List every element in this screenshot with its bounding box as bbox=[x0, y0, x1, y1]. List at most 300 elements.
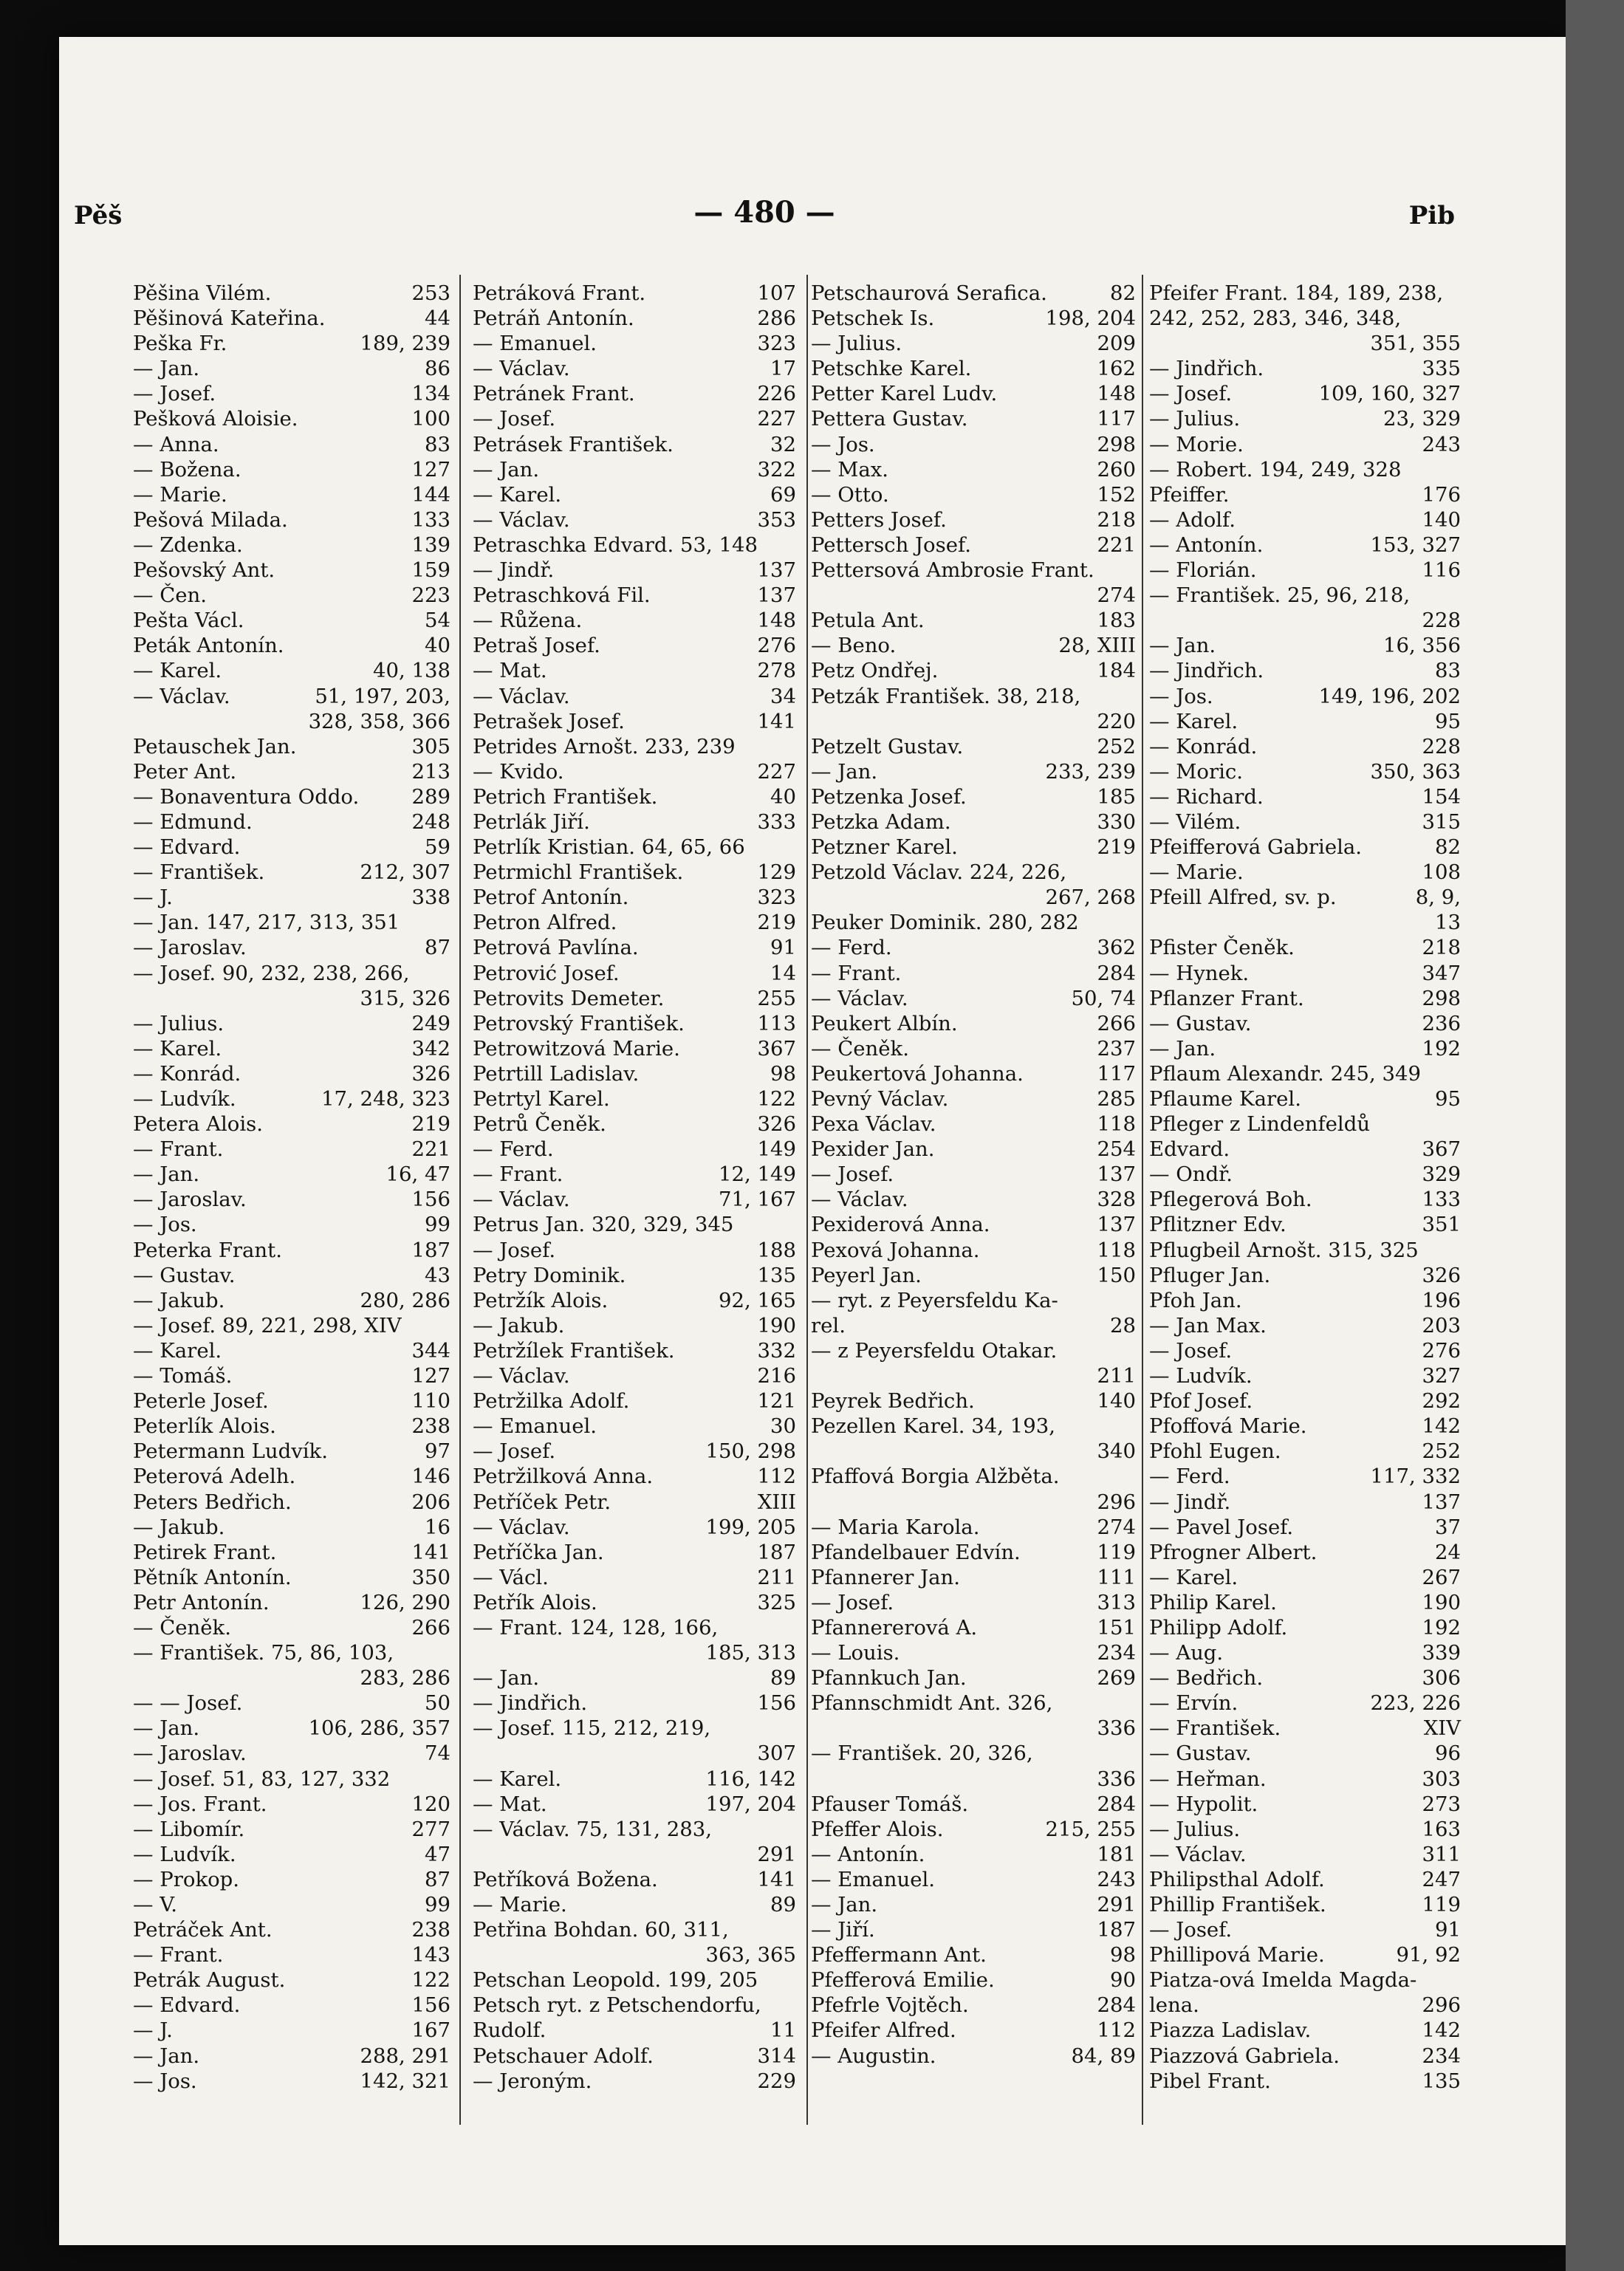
entry-pages: 285 bbox=[1097, 1087, 1136, 1111]
entry-name: — František. 75, 86, 103, bbox=[133, 1641, 394, 1665]
entry-pages: 112 bbox=[1097, 2018, 1136, 2043]
index-entry bbox=[1149, 1212, 1461, 1237]
entry-pages: 313 bbox=[1097, 1590, 1136, 1614]
entry-pages: 260 bbox=[1097, 457, 1136, 482]
entry-name: — František. bbox=[133, 860, 265, 885]
entry-pages: 92, 165 bbox=[719, 1288, 796, 1312]
entry-pages: 362 bbox=[1097, 936, 1136, 960]
entry-name: — z Peyersfeldu Otakar. bbox=[811, 1338, 1058, 1363]
entry-pages: 176 bbox=[1422, 482, 1461, 507]
index-entry bbox=[473, 1741, 796, 1766]
entry-name: 242, 252, 283, 346, 348, bbox=[1149, 306, 1402, 331]
entry-pages: 40 bbox=[770, 784, 796, 809]
index-entry bbox=[473, 1086, 796, 1111]
index-entry bbox=[473, 633, 796, 658]
index-entry bbox=[133, 1867, 450, 1892]
index-entry bbox=[133, 1036, 450, 1061]
entry-name: — Adolf. bbox=[1149, 507, 1236, 532]
entry-pages: 109, 160, 327 bbox=[1318, 382, 1461, 406]
entry-pages: 28, XIII bbox=[1058, 634, 1136, 658]
index-entry bbox=[473, 532, 796, 558]
entry-pages: 326 bbox=[1422, 1263, 1461, 1287]
index-entry bbox=[473, 1615, 796, 1640]
entry-pages: 307 bbox=[757, 1741, 796, 1766]
entry-name: — Jos. bbox=[133, 2069, 197, 2093]
entry-pages: 243 bbox=[1422, 432, 1461, 456]
entry-name: Petrovits Demeter. bbox=[473, 986, 665, 1010]
index-entry bbox=[133, 1741, 450, 1766]
entry-pages: 367 bbox=[757, 1036, 796, 1061]
entry-name: Petschek Is. bbox=[811, 306, 935, 331]
index-entry bbox=[1149, 860, 1461, 885]
entry-pages: 266 bbox=[411, 1615, 450, 1640]
entry-name: — Josef. 90, 232, 238, 266, bbox=[133, 961, 410, 985]
index-entry bbox=[133, 1338, 450, 1363]
index-entry bbox=[1149, 482, 1461, 507]
entry-name: — Jan. bbox=[1149, 634, 1216, 658]
entry-name: Edvard. bbox=[1149, 1137, 1230, 1162]
entry-pages: 152 bbox=[1097, 482, 1136, 507]
index-entry bbox=[133, 1767, 450, 1792]
entry-pages: 338 bbox=[411, 886, 450, 910]
index-entry bbox=[811, 1565, 1136, 1590]
entry-pages: 150, 298 bbox=[705, 1439, 796, 1464]
index-entry bbox=[1149, 1490, 1461, 1515]
index-entry bbox=[133, 1086, 450, 1111]
index-entry bbox=[1149, 1640, 1461, 1665]
index-entry bbox=[473, 608, 796, 633]
index-entry bbox=[1149, 1967, 1461, 1993]
entry-pages: 367 bbox=[1422, 1137, 1461, 1162]
index-entry bbox=[811, 1388, 1136, 1414]
entry-pages: 342 bbox=[411, 1036, 450, 1061]
entry-name: — Karel. bbox=[1149, 1565, 1238, 1589]
entry-name: — Josef. bbox=[133, 382, 216, 406]
entry-pages: 253 bbox=[411, 281, 450, 305]
entry-pages: 116 bbox=[1422, 558, 1461, 583]
entry-pages: 267, 268 bbox=[1045, 886, 1136, 910]
entry-pages: 143 bbox=[411, 1943, 450, 1967]
entry-pages: 112 bbox=[757, 1465, 796, 1489]
entry-pages: 298 bbox=[1422, 986, 1461, 1010]
entry-name: — Jaroslav. bbox=[133, 1188, 247, 1212]
index-entry bbox=[811, 482, 1136, 507]
index-entry bbox=[133, 1842, 450, 1867]
entry-pages: 185 bbox=[1097, 784, 1136, 809]
entry-pages: 226 bbox=[757, 382, 796, 406]
entry-name: Pfeifer Alfred. bbox=[811, 2018, 956, 2043]
entry-name: — Edvard. bbox=[133, 1993, 241, 2018]
entry-pages: 314 bbox=[757, 2044, 796, 2068]
entry-pages: 13 bbox=[1435, 911, 1461, 935]
entry-pages: 98 bbox=[770, 1061, 796, 1086]
entry-pages: 98 bbox=[1110, 1943, 1136, 1967]
entry-pages: 32 bbox=[770, 432, 796, 456]
entry-name: — Morie. bbox=[1149, 432, 1244, 456]
entry-name: Petrich František. bbox=[473, 784, 658, 809]
index-entry bbox=[473, 1187, 796, 1212]
index-entry bbox=[1149, 633, 1461, 658]
entry-pages: 116, 142 bbox=[705, 1767, 796, 1791]
index-entry bbox=[1149, 1917, 1461, 1942]
index-entry bbox=[1149, 1036, 1461, 1061]
entry-pages: 83 bbox=[425, 432, 450, 456]
entry-pages: 252 bbox=[1422, 1439, 1461, 1464]
entry-pages: 11 bbox=[770, 2018, 796, 2043]
entry-pages: 340 bbox=[1097, 1439, 1136, 1464]
entry-name: — Jan. bbox=[473, 1666, 540, 1691]
index-entry bbox=[1149, 784, 1461, 809]
index-entry bbox=[1149, 1187, 1461, 1212]
entry-name: Peuker Dominik. 280, 282 bbox=[811, 911, 1079, 935]
entry-name: Petraschková Fil. bbox=[473, 583, 651, 608]
entry-name: — Ferd. bbox=[1149, 1465, 1230, 1489]
index-entry bbox=[1149, 1388, 1461, 1414]
index-entry bbox=[811, 809, 1136, 835]
index-entry bbox=[811, 1363, 1136, 1388]
entry-name: Pfohl Eugen. bbox=[1149, 1439, 1281, 1464]
index-entry bbox=[811, 1540, 1136, 1565]
entry-name: — Jakub. bbox=[473, 1313, 565, 1337]
index-entry bbox=[473, 406, 796, 431]
index-entry bbox=[473, 1540, 796, 1565]
entry-pages: 197, 204 bbox=[705, 1792, 796, 1816]
index-entry bbox=[473, 1338, 796, 1363]
entry-pages: 95 bbox=[1435, 709, 1461, 733]
entry-pages: 323 bbox=[757, 886, 796, 910]
entry-pages: 236 bbox=[1422, 1011, 1461, 1035]
entry-name: Pešta Václ. bbox=[133, 609, 244, 633]
entry-pages: 187 bbox=[757, 1540, 796, 1564]
entry-name: Pfannererová A. bbox=[811, 1615, 978, 1640]
entry-pages: 95 bbox=[1435, 1087, 1461, 1111]
entry-pages: 87 bbox=[425, 1867, 450, 1891]
entry-name: Pěšinová Kateřina. bbox=[133, 306, 326, 331]
index-entry bbox=[133, 1238, 450, 1263]
index-entry bbox=[133, 1137, 450, 1162]
entry-name: Pfeifer Frant. 184, 189, 238, bbox=[1149, 281, 1444, 305]
entry-pages: 233, 239 bbox=[1045, 759, 1136, 784]
entry-pages: 162 bbox=[1097, 357, 1136, 381]
entry-name: — Konrád. bbox=[133, 1061, 241, 1086]
entry-name: Petr Antonín. bbox=[133, 1590, 270, 1614]
index-entry bbox=[133, 1942, 450, 1967]
index-entry bbox=[1149, 532, 1461, 558]
entry-pages: 189, 239 bbox=[360, 332, 450, 356]
entry-name: Pěšina Vilém. bbox=[133, 281, 272, 305]
entry-pages: 71, 167 bbox=[719, 1188, 796, 1212]
entry-pages: 315, 326 bbox=[360, 986, 450, 1010]
entry-name: Pfeill Alfred, sv. p. bbox=[1149, 886, 1337, 910]
entry-name: — Ludvík. bbox=[1149, 1364, 1253, 1388]
entry-pages: 99 bbox=[425, 1213, 450, 1237]
entry-name: — Václav. bbox=[1149, 1842, 1247, 1866]
index-entry bbox=[1149, 457, 1461, 482]
entry-name: — Karel. bbox=[473, 482, 562, 507]
entry-pages: 350 bbox=[411, 1565, 450, 1589]
entry-name: — Richard. bbox=[1149, 784, 1264, 809]
index-entry bbox=[811, 1036, 1136, 1061]
index-entry bbox=[811, 331, 1136, 356]
entry-pages: XIII bbox=[757, 1490, 796, 1514]
entry-pages: 113 bbox=[757, 1011, 796, 1035]
entry-name: Peterka Frant. bbox=[133, 1238, 282, 1262]
index-entry bbox=[133, 684, 450, 709]
entry-pages: 203 bbox=[1422, 1313, 1461, 1337]
index-entry bbox=[811, 1640, 1136, 1665]
entry-pages: 303 bbox=[1422, 1767, 1461, 1791]
entry-name: — V. bbox=[133, 1893, 178, 1917]
entry-pages: 192 bbox=[1422, 1036, 1461, 1061]
entry-pages: 274 bbox=[1097, 1515, 1136, 1539]
entry-pages: 291 bbox=[1097, 1893, 1136, 1917]
index-entry bbox=[133, 784, 450, 809]
entry-name: — Emanuel. bbox=[473, 1414, 597, 1439]
index-entry bbox=[133, 507, 450, 532]
index-entry bbox=[133, 633, 450, 658]
entry-name: — Edmund. bbox=[133, 809, 253, 834]
index-entry bbox=[473, 583, 796, 608]
entry-pages: 190 bbox=[1422, 1590, 1461, 1614]
entry-name: Petschan Leopold. 199, 205 bbox=[473, 1968, 758, 1993]
index-entry bbox=[133, 759, 450, 784]
entry-name: Pešová Milada. bbox=[133, 507, 288, 532]
entry-name: — Josef. bbox=[473, 1238, 556, 1262]
entry-pages: 120 bbox=[411, 1792, 450, 1816]
entry-pages: 122 bbox=[757, 1087, 796, 1111]
entry-name: Rudolf. bbox=[473, 2018, 547, 2043]
index-entry bbox=[811, 1162, 1136, 1187]
entry-name: Petrlík Kristian. 64, 65, 66 bbox=[473, 835, 745, 860]
index-entry bbox=[473, 331, 796, 356]
entry-name: Petzenka Josef. bbox=[811, 784, 967, 809]
entry-pages: 363, 365 bbox=[705, 1943, 796, 1967]
entry-name: — Jan Max. bbox=[1149, 1313, 1267, 1337]
index-entry bbox=[1149, 1665, 1461, 1691]
entry-pages: 14 bbox=[770, 961, 796, 985]
entry-pages: 83 bbox=[1435, 659, 1461, 683]
entry-name: Petzák František. 38, 218, bbox=[811, 684, 1081, 708]
entry-name: Petrák August. bbox=[133, 1968, 286, 1993]
index-entry bbox=[473, 1817, 796, 1842]
entry-pages: 121 bbox=[757, 1389, 796, 1414]
index-entry bbox=[1149, 1338, 1461, 1363]
entry-pages: XIV bbox=[1423, 1716, 1461, 1741]
entry-name: Petráň Antonín. bbox=[473, 306, 634, 331]
entry-name: — Augustin. bbox=[811, 2044, 936, 2068]
entry-pages: 89 bbox=[770, 1666, 796, 1691]
entry-pages: 199, 205 bbox=[705, 1515, 796, 1539]
entry-name: Pfluger Jan. bbox=[1149, 1263, 1271, 1287]
index-entry bbox=[811, 961, 1136, 986]
entry-name: Petržilka Adolf. bbox=[473, 1389, 630, 1414]
index-entry bbox=[133, 356, 450, 381]
entry-name: Phillipová Marie. bbox=[1149, 1943, 1325, 1967]
entry-name: — Václav. 75, 131, 283, bbox=[473, 1817, 712, 1841]
entry-pages: 248 bbox=[411, 809, 450, 834]
entry-pages: 82 bbox=[1110, 281, 1136, 305]
entry-pages: 127 bbox=[411, 1364, 450, 1388]
entry-name: Petz Ondřej. bbox=[811, 659, 939, 683]
index-entry bbox=[473, 809, 796, 835]
entry-pages: 227 bbox=[757, 407, 796, 431]
entry-pages: 327 bbox=[1422, 1364, 1461, 1388]
entry-pages: 117 bbox=[1097, 1061, 1136, 1086]
index-entry bbox=[1149, 583, 1461, 608]
entry-name: — Louis. bbox=[811, 1641, 900, 1665]
entry-pages: 315 bbox=[1422, 809, 1461, 834]
entry-name: — Josef. bbox=[473, 407, 556, 431]
index-entry bbox=[1149, 1716, 1461, 1741]
entry-pages: 146 bbox=[411, 1465, 450, 1489]
index-entry bbox=[811, 406, 1136, 431]
entry-pages: 183 bbox=[1097, 609, 1136, 633]
entry-name: Pfrogner Albert. bbox=[1149, 1540, 1318, 1564]
index-entry bbox=[1149, 1590, 1461, 1615]
entry-pages: 156 bbox=[411, 1993, 450, 2018]
entry-name: Pfandelbauer Edvín. bbox=[811, 1540, 1021, 1564]
entry-name: — Jaroslav. bbox=[133, 936, 247, 960]
entry-pages: 220 bbox=[1097, 709, 1136, 733]
index-column-2 bbox=[473, 281, 796, 2127]
index-entry bbox=[811, 532, 1136, 558]
index-entry bbox=[1149, 835, 1461, 860]
entry-name: Petzold Václav. 224, 226, bbox=[811, 860, 1067, 885]
entry-name: Petrides Arnošt. 233, 239 bbox=[473, 734, 736, 758]
index-entry bbox=[811, 1414, 1136, 1439]
index-entry bbox=[473, 1212, 796, 1237]
entry-name: Pešovský Ant. bbox=[133, 558, 275, 583]
entry-pages: 40 bbox=[425, 634, 450, 658]
index-entry bbox=[1149, 507, 1461, 532]
index-column-1 bbox=[133, 281, 450, 2127]
entry-pages: 277 bbox=[411, 1817, 450, 1841]
entry-pages: 228 bbox=[1422, 609, 1461, 633]
index-entry bbox=[473, 1665, 796, 1691]
entry-name: Phillip František. bbox=[1149, 1893, 1326, 1917]
entry-name: — Ferd. bbox=[811, 936, 892, 960]
entry-pages: 141 bbox=[757, 709, 796, 733]
index-entry bbox=[133, 1615, 450, 1640]
index-entry bbox=[811, 1338, 1136, 1363]
entry-pages: 28 bbox=[1110, 1313, 1136, 1337]
index-entry bbox=[811, 1515, 1136, 1540]
entry-pages: 90 bbox=[1110, 1968, 1136, 1993]
entry-pages: 144 bbox=[411, 482, 450, 507]
index-entry bbox=[473, 1061, 796, 1086]
entry-name: Petříková Božena. bbox=[473, 1867, 658, 1891]
entry-name: — J. bbox=[133, 886, 173, 910]
entry-pages: 213 bbox=[411, 759, 450, 784]
entry-name: Pettera Gustav. bbox=[811, 407, 968, 431]
index-entry bbox=[473, 1363, 796, 1388]
index-entry bbox=[133, 1691, 450, 1716]
entry-pages: 137 bbox=[757, 558, 796, 583]
index-entry bbox=[473, 1590, 796, 1615]
index-entry bbox=[473, 1716, 796, 1741]
index-entry bbox=[473, 482, 796, 507]
entry-pages: 234 bbox=[1422, 2044, 1461, 2068]
index-entry bbox=[811, 1817, 1136, 1842]
entry-name: — Beno. bbox=[811, 634, 897, 658]
entry-name: — Karel. bbox=[133, 659, 222, 683]
entry-name: — Jindřich. bbox=[473, 1691, 588, 1716]
entry-name: Peška Fr. bbox=[133, 332, 227, 356]
entry-pages: 288, 291 bbox=[360, 2044, 450, 2068]
entry-pages: 89 bbox=[770, 1893, 796, 1917]
entry-pages: 339 bbox=[1422, 1641, 1461, 1665]
entry-pages: 23, 329 bbox=[1383, 407, 1461, 431]
entry-pages: 69 bbox=[770, 482, 796, 507]
entry-name: — Mat. bbox=[473, 1792, 547, 1816]
entry-name: Petschaurová Serafica. bbox=[811, 281, 1047, 305]
index-entry bbox=[133, 583, 450, 608]
entry-name: Petraš Josef. bbox=[473, 634, 600, 658]
entry-name: Petříčka Jan. bbox=[473, 1540, 604, 1564]
entry-pages: 218 bbox=[1097, 507, 1136, 532]
entry-pages: 252 bbox=[1097, 734, 1136, 758]
index-entry bbox=[1149, 1942, 1461, 1967]
entry-pages: 237 bbox=[1097, 1036, 1136, 1061]
entry-name: — Edvard. bbox=[133, 835, 241, 860]
entry-name: Peters Bedřich. bbox=[133, 1490, 292, 1514]
entry-name: Peyerl Jan. bbox=[811, 1263, 922, 1287]
index-entry bbox=[133, 809, 450, 835]
entry-pages: 54 bbox=[425, 609, 450, 633]
index-entry bbox=[473, 432, 796, 457]
index-entry bbox=[133, 381, 450, 406]
entry-pages: 51, 197, 203, bbox=[315, 684, 450, 708]
index-entry bbox=[1149, 608, 1461, 633]
index-entry bbox=[1149, 1086, 1461, 1111]
index-entry bbox=[1149, 558, 1461, 583]
index-entry bbox=[133, 1540, 450, 1565]
index-entry bbox=[1149, 1162, 1461, 1187]
index-entry bbox=[811, 1137, 1136, 1162]
index-entry bbox=[133, 306, 450, 331]
entry-pages: 249 bbox=[411, 1011, 450, 1035]
index-entry bbox=[1149, 1817, 1461, 1842]
index-entry bbox=[473, 281, 796, 306]
entry-pages: 167 bbox=[411, 2018, 450, 2043]
entry-name: — Moric. bbox=[1149, 759, 1244, 784]
entry-pages: 350, 363 bbox=[1370, 759, 1461, 784]
entry-name: — Václav. bbox=[811, 1188, 908, 1212]
index-entry bbox=[1149, 1137, 1461, 1162]
entry-pages: 329 bbox=[1422, 1162, 1461, 1187]
index-entry bbox=[811, 457, 1136, 482]
entry-pages: 212, 307 bbox=[360, 860, 450, 885]
index-entry bbox=[1149, 1464, 1461, 1489]
entry-name: Petermann Ludvík. bbox=[133, 1439, 328, 1464]
index-entry bbox=[811, 1263, 1136, 1288]
entry-pages: 332 bbox=[757, 1338, 796, 1363]
index-entry bbox=[811, 1061, 1136, 1086]
index-entry bbox=[473, 1691, 796, 1716]
entry-name: — Libomír. bbox=[133, 1817, 245, 1841]
entry-pages: 280, 286 bbox=[360, 1288, 450, 1312]
index-entry bbox=[473, 1313, 796, 1338]
header-left: Pěš bbox=[74, 201, 123, 230]
index-entry bbox=[1149, 809, 1461, 835]
index-entry bbox=[811, 1767, 1136, 1792]
index-entry bbox=[811, 885, 1136, 910]
entry-name: — Jos. Frant. bbox=[133, 1792, 267, 1816]
index-entry bbox=[473, 1036, 796, 1061]
index-entry bbox=[473, 1137, 796, 1162]
entry-name: Pfeffer Alois. bbox=[811, 1817, 944, 1841]
index-entry bbox=[473, 734, 796, 759]
